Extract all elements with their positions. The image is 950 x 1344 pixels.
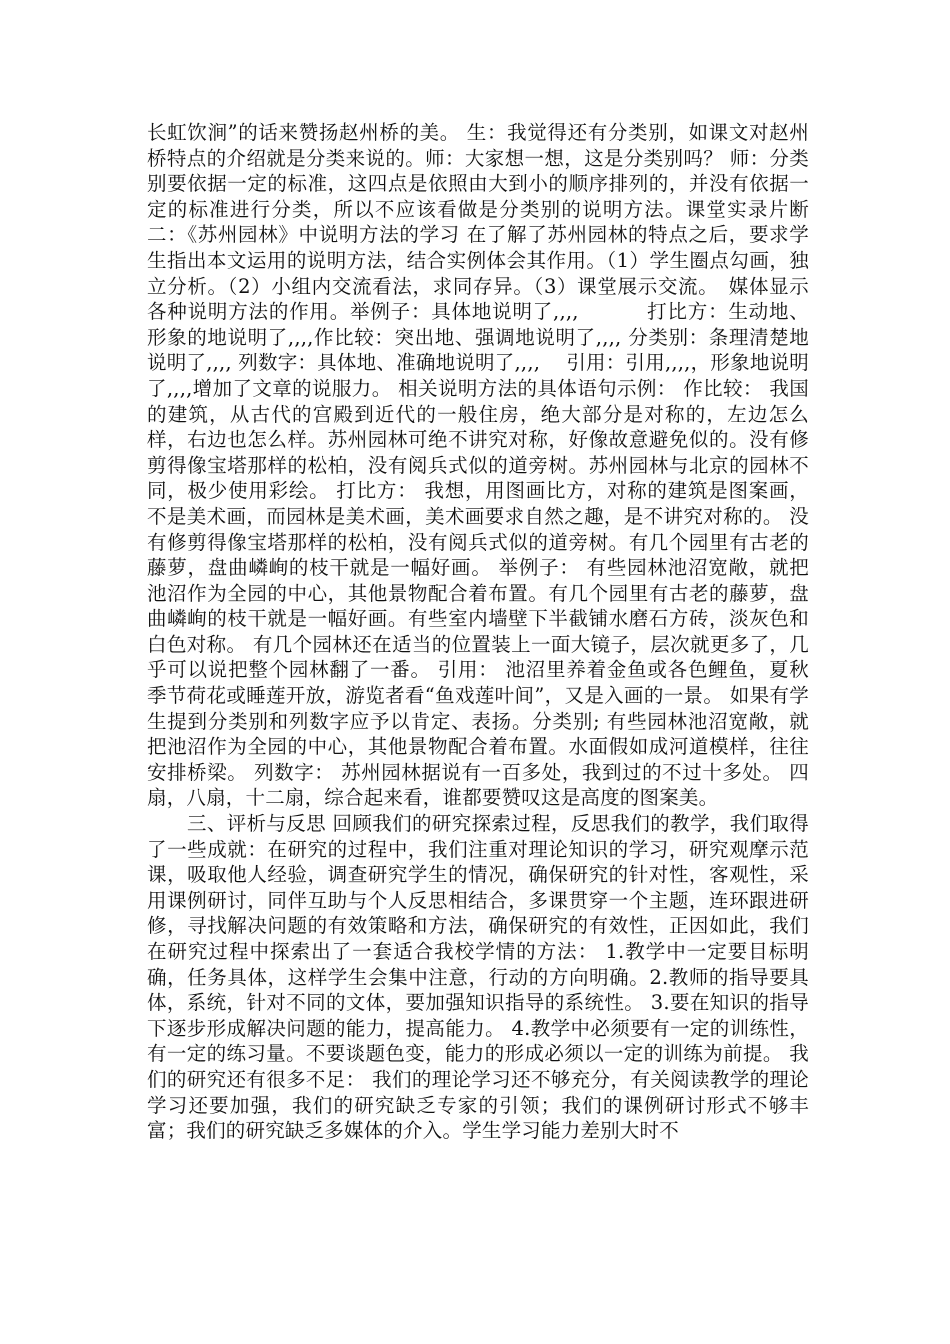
paragraph-reflection: 三、评析与反思 回顾我们的研究探索过程，反思我们的教学，我们取得了一些成就：在研究的过程中，我们注重对理论知识的学习，研究观摩示范课，吸取他人经验，调查研究学生的情况，确保研究的针对性，客观性，采用课例研讨，同伴互助与个人反思相结合，多课贯穿一个主题，连环跟进研修，寻找解决问题的有效策略和方法，确保研究的有效性，正因如此，我们在研究过程中探索出了一套适合我校学情的方法： 1.教学中一定要目标明确，任务具体，这样学生会集中注意，行动的方向明确。2.教师的指导要具体，系统，针对不同的文体，要加强知识指导的系统性。 3.要在知识的指导下逐步形成解决问题的能力，提高能力。 4.教学中必须要有一定的训练性，有一定的练习量。不要谈题色变，能力的形成必须以一定的训练为前提。 我们的研究还有很多不足： 我们的理论学习还不够充分，有关阅读教学的理论学习还要加强，我们的研究缺乏专家的引领；我们的课例研讨形式不够丰富；我们的研究缺乏多媒体的介入。学生学习能力差别大时不 <box>147 812 809 1143</box>
body-text <box>147 120 809 1144</box>
paragraph-continued: 长虹饮涧”的话来赞扬赵州桥的美。 生：我觉得还有分类别，如课文对赵州桥特点的介绍就是分类来说的。师：大家想一想，这是分类别吗？ 师：分类别要依据一定的标准，这四点是依照由大到小的顺序排列的，并没有依据一定的标准进行分类，所以不应该看做是分类别的说明方法。课堂实录片断二：《苏州园林》中说明方法的学习 在了解了苏州园林的特点之后，要求学生指出本文运用的说明方法，结合实例体会其作用。（1）学生圈点勾画，独立分析。（2）小组内交流看法，求同存异。（3）课堂展示交流。 媒体显示各种说明方法的作用。举例子：具体地说明了,,,, 打比方：生动地、形象的地说明了,,,,作比较：突出地、强调地说明了,,,, 分类别：条理清楚地说明了,,,, 列数字：具体地、准确地说明了,,,, 引用：引用,,,,，形象地说明了,,,,增加了文章的说服力。 相关说明方法的具体语句示例： 作比较： 我国的建筑，从古代的宫殿到近代的一般住房，绝大部分是对称的，左边怎么样，右边也怎么样。苏州园林可绝不讲究对称，好像故意避免似的。没有修剪得像宝塔那样的松柏，没有阅兵式似的道旁树。苏州园林与北京的园林不同，极少使用彩绘。 打比方： 我想，用图画比方，对称的建筑是图案画，不是美术画，而园林是美术画，美术画要求自然之趣，是不讲究对称的。 没有修剪得像宝塔那样的松柏，没有阅兵式似的道旁树。有几个园里有古老的藤萝，盘曲嶙峋的枝干就是一幅好画。 举例子： 有些园林池沼宽敞，就把池沼作为全园的中心，其他景物配合着布置。有几个园里有古老的藤萝，盘曲嶙峋的枝干就是一幅好画。有些室内墙壁下半截铺水磨石方砖，淡灰色和白色对称。 有几个园林还在适当的位置装上一面大镜子，层次就更多了，几乎可以说把整个园林翻了一番。 引用： 池沼里养着金鱼或各色鲤鱼，夏秋季节荷花或睡莲开放，游览者看“鱼戏莲叶间”，又是入画的一景。 如果有学生提到分类别和列数字应予以肯定、表扬。分类别; 有些园林池沼宽敞，就把池沼作为全园的中心，其他景物配合着布置。水面假如成河道模样，往往安排桥梁。 列数字： 苏州园林据说有一百多处，我到过的不过十多处。 四扇，八扇，十二扇，综合起来看，谁都要赞叹这是高度的图案美。 <box>147 121 809 810</box>
